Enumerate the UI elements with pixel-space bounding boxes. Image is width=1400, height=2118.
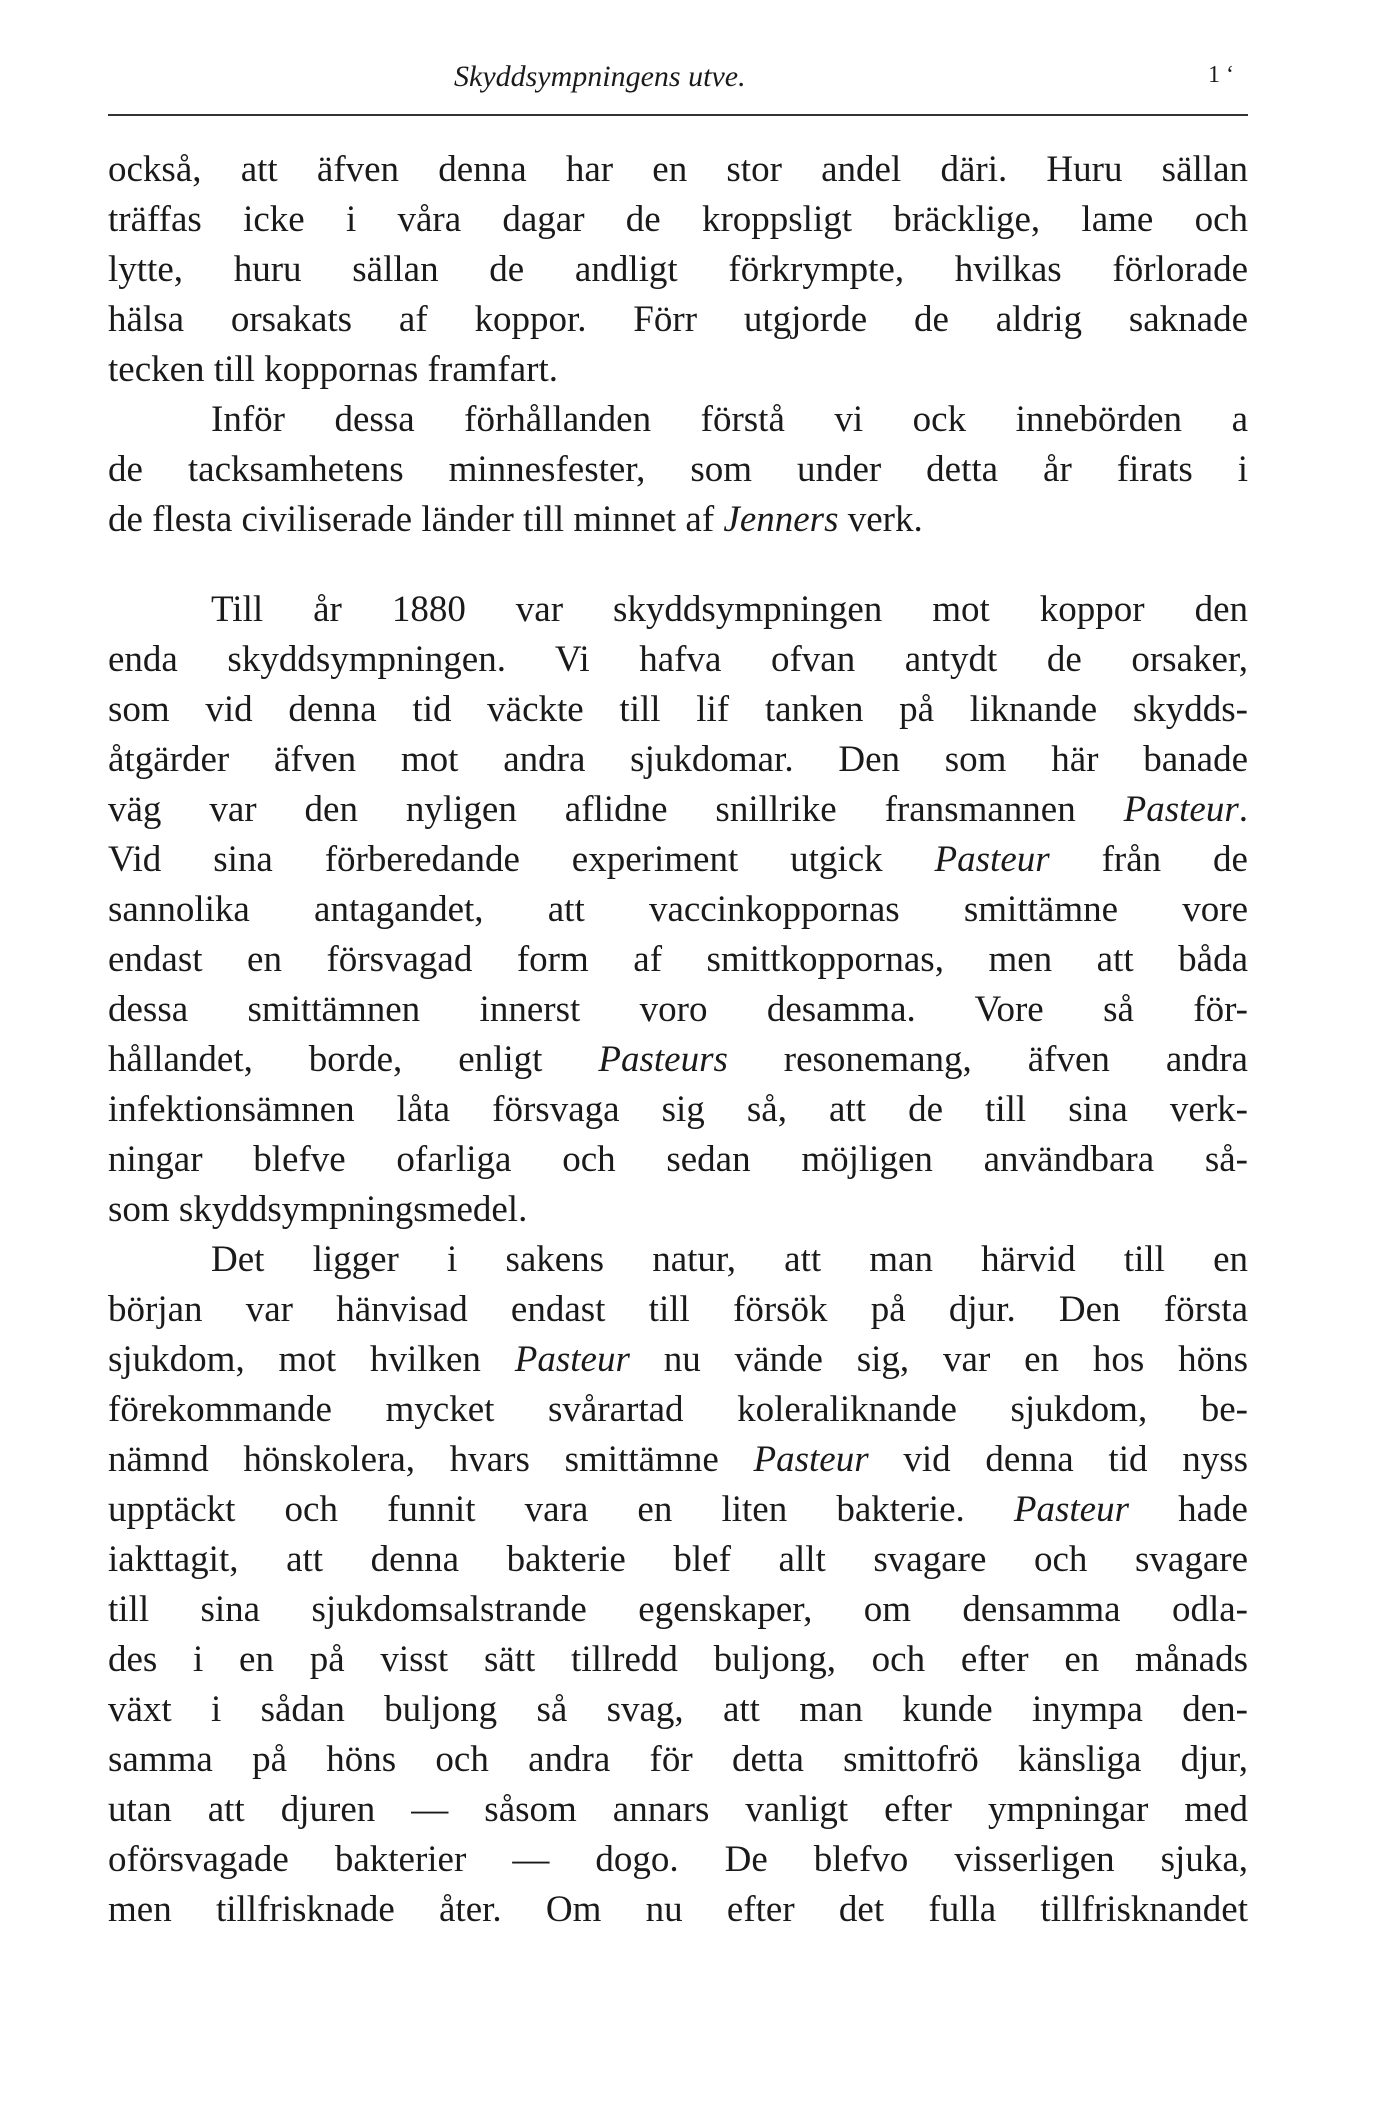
- text-line: Det ligger i sakens natur, att man härvid till en: [211, 1239, 1248, 1280]
- text-line: också, att äfven denna har en stor andel däri. Huru sällan: [108, 149, 1248, 190]
- text-line: samma på höns och andra för detta smittofrö känsliga djur,: [108, 1739, 1248, 1780]
- text-line: väg var den nyligen aflidne snillrike fransmannen Pasteur.: [108, 789, 1248, 830]
- text-line: iakttagit, att denna bakterie blef allt svagare och svagare: [108, 1539, 1248, 1580]
- text-line: men tillfrisknade åter. Om nu efter det fulla tillfrisknandet: [108, 1889, 1248, 1930]
- header-rule: [108, 114, 1248, 116]
- emphasis: Jenners: [723, 499, 839, 540]
- section-gap: [108, 545, 1248, 585]
- text-line: Vid sina förberedande experiment utgick Pasteur från de: [108, 839, 1248, 880]
- emphasis: Pasteur: [1123, 789, 1239, 830]
- text-line: infektionsämnen låta försvaga sig så, att de till sina verk-: [108, 1089, 1248, 1130]
- emphasis: Pasteur: [1013, 1489, 1129, 1530]
- text-line: oförsvagade bakterier — dogo. De blefvo visserligen sjuka,: [108, 1839, 1248, 1880]
- text-line: lytte, huru sällan de andligt förkrympte, hvilkas förlorade: [108, 249, 1248, 290]
- text-line: som skyddsympningsmedel.: [108, 1189, 528, 1230]
- text-line: de flesta civiliserade länder till minnet af Jenners verk.: [108, 499, 923, 540]
- running-head: [108, 56, 1248, 116]
- body-text: [108, 145, 1248, 1935]
- text-line: de tacksamhetens minnesfester, som under detta år firats i: [108, 449, 1248, 490]
- text-line: sannolika antagandet, att vaccinkoppornas smittämne vore: [108, 889, 1248, 930]
- text-line: sjukdom, mot hvilken Pasteur nu vände sig, var en hos höns: [108, 1339, 1249, 1380]
- text-line: förekommande mycket svårartad koleraliknande sjukdom, be-: [108, 1389, 1248, 1430]
- text-line: Till år 1880 var skyddsympningen mot koppor den: [211, 589, 1248, 630]
- running-title: Skyddsympningens utve.: [454, 60, 746, 93]
- text-line: början var hänvisad endast till försök på djur. Den första: [108, 1289, 1248, 1330]
- text-line: åtgärder äfven mot andra sjukdomar. Den som här banade: [108, 739, 1248, 780]
- text-line: träffas icke i våra dagar de kroppsligt bräcklige, lame och: [108, 199, 1248, 240]
- text-line: tecken till koppornas framfart.: [108, 349, 558, 390]
- emphasis: Pasteur: [753, 1439, 869, 1480]
- text-line: dessa smittämnen innerst voro desamma. Vore så för-: [108, 989, 1248, 1030]
- text-line: upptäckt och funnit vara en liten bakterie. Pasteur hade: [108, 1489, 1248, 1530]
- emphasis: Pasteurs: [598, 1039, 728, 1080]
- text-line: des i en på visst sätt tillredd buljong, och efter en månads: [108, 1639, 1248, 1680]
- page-number: 1 ‘: [1208, 62, 1234, 88]
- text-line: Inför dessa förhållanden förstå vi ock innebörden a: [211, 399, 1248, 440]
- text-line: hållandet, borde, enligt Pasteurs resonemang, äfven andra: [108, 1039, 1248, 1080]
- text-line: utan att djuren — såsom annars vanligt efter ympningar med: [108, 1789, 1248, 1830]
- text-line: till sina sjukdomsalstrande egenskaper, om densamma odla-: [108, 1589, 1248, 1630]
- text-line: växt i sådan buljong så svag, att man kunde inympa den-: [108, 1689, 1248, 1730]
- text-line: som vid denna tid väckte till lif tanken på liknande skydds-: [108, 689, 1248, 730]
- text-line: ningar blefve ofarliga och sedan möjligen användbara så-: [108, 1139, 1248, 1180]
- text-line: hälsa orsakats af koppor. Förr utgjorde de aldrig saknade: [108, 299, 1248, 340]
- text-line: enda skyddsympningen. Vi hafva ofvan antydt de orsaker,: [108, 639, 1248, 680]
- text-line: endast en försvagad form af smittkoppornas, men att båda: [108, 939, 1248, 980]
- emphasis: Pasteur: [514, 1339, 630, 1380]
- text-line: nämnd hönskolera, hvars smittämne Pasteur vid denna tid nyss: [108, 1439, 1248, 1480]
- emphasis: Pasteur: [934, 839, 1050, 880]
